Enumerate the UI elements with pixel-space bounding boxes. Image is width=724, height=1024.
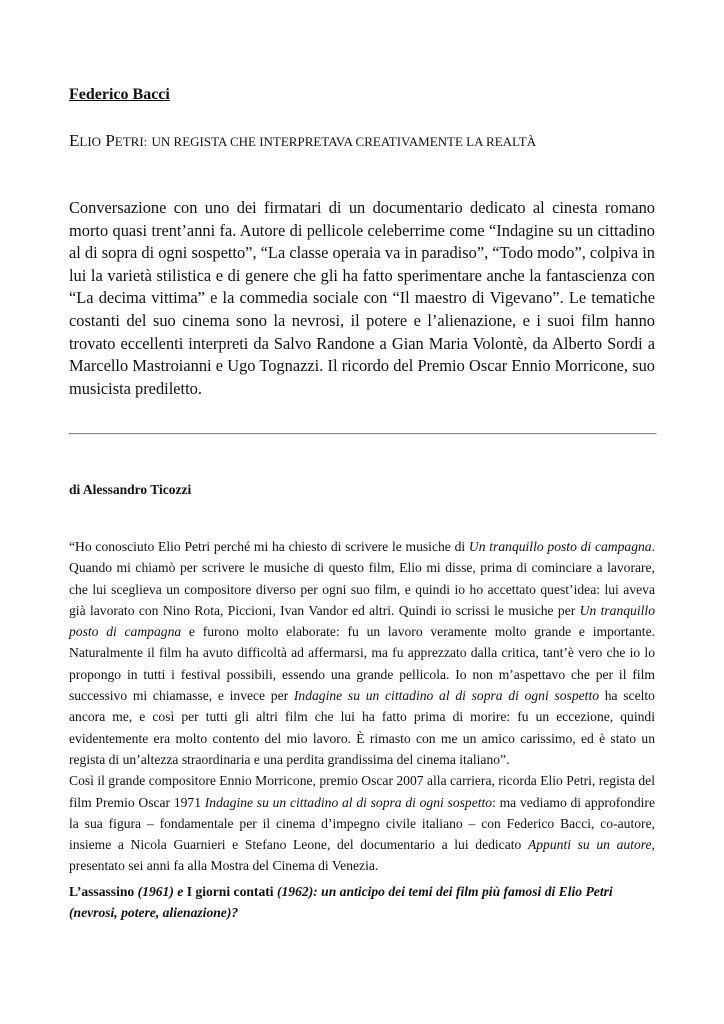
title-initial-p: P <box>105 131 115 150</box>
film-title: Un tranquillo posto di campagna <box>69 602 655 640</box>
intro-text-3: , presentato sei anni fa alla Mostra del Cinema di Venezia. <box>69 837 655 874</box>
question-text-2: (1962): un anticipo dei temi dei film più famosi di Elio Petri (nevrosi, potere, alienazione)? <box>69 884 613 921</box>
intro-paragraph <box>69 770 655 876</box>
film-title: Indagine su un cittadino al di sopra di ogni sospetto <box>293 688 600 704</box>
title-subtitle: UN REGISTA CHE INTERPRETAVA CREATIVAMENTE LA REALTÀ <box>151 134 537 149</box>
question-text-1: (1961) e <box>134 884 187 899</box>
quote-text-4: ha scelto ancora me, e così per tutti gli altri film che lui ha fatto prima di morire: fu un eccezione, quindi evidentemente era molto contento del mio lavoro. È rimasto con me un amico carissimo, ed è stato un regista di un’altezza straordinaria e una perdita grandissima del cinema italiano”. <box>69 688 655 767</box>
article-abstract: Conversazione con uno dei firmatari di un documentario dedicato al cinesta romano morto quasi trent’anni fa. Autore di pellicole celeberrime come “Indagine su un cittadino al di sopra di ogni sospetto”, “La classe operaia va in paradiso”, “Todo modo”, colpiva in lui la varietà stilistica e di genere che gli ha fatto sperimentare anche la fantascienza con “La decima vittima” e la commedia sociale con “Il maestro di Vigevano”. Le tematiche costanti del suo cinema sono la nevrosi, il potere e l’alienazione, e i suoi film hanno trovato eccellenti interpreti da Salvo Randone a Gian Maria Volontè, da Alberto Sordi a Marcello Mastroianni e Ugo Tognazzi. Il ricordo del Premio Oscar Ennio Morricone, suo musicista prediletto. <box>69 198 656 398</box>
title-name-last-rest: ETRI: <box>114 134 148 149</box>
quote-text-2: . Quando mi chiamò per scrivere le musiche di questo film, Elio mi disse, prima di cominciare a lavorare, che lui sceglieva un compositore diverso per ogni suo film, e quindi io ho accettato quest’idea: lui aveva già lavorato con Nino Rota, Piccioni, Ivan Vandor ed altri. Quindi io scrissi le musiche per <box>69 539 655 618</box>
film-title: Indagine su un cittadino al di sopra di ogni sospetto <box>204 794 493 810</box>
intro-text-1: Così il grande compositore Ennio Morricone, premio Oscar 2007 alla carriera, ricorda Elio Petri, regista del film Premio Oscar 1971 <box>69 773 655 810</box>
title-name-first-rest: LIO <box>79 134 102 149</box>
quote-text-3: e furono molto elaborate: fu un lavoro veramente molto grande e importante. Naturalmente il film ha avuto difficoltà ad affermarsi, ma fu apprezzato dalla critica, tant’è vero che io lo propongo in tutti i festival possibili, essendo una grande pellicola. Io non m’aspettavo che per il film successivo mi chiamasse, e invece per <box>69 624 656 704</box>
film-title: Un tranquillo posto di campagna <box>468 539 652 554</box>
film-title: Appunti su un autore <box>527 837 652 853</box>
author-name: Federico Bacci <box>69 86 170 103</box>
film-title: I giorni contati <box>186 884 274 899</box>
film-title: L’assassino <box>69 884 135 899</box>
interview-question <box>69 881 655 924</box>
article-title <box>69 128 655 155</box>
byline: di Alessandro Ticozzi <box>69 482 192 497</box>
intro-text-2: : ma vediamo di approfondire la sua figura – fondamentale per il cinema d’impegno civile italiano – con Federico Bacci, co-autore, insieme a Nicola Guarnieri e Stefano Leone, del documentario a lui dedicato <box>69 794 655 853</box>
section-divider <box>69 433 657 435</box>
quote-text-1: “Ho conosciuto Elio Petri perché mi ha chiesto di scrivere le musiche di <box>69 539 469 554</box>
article-body <box>69 536 655 877</box>
title-initial-e: E <box>69 131 80 150</box>
morricone-quote <box>69 536 655 770</box>
